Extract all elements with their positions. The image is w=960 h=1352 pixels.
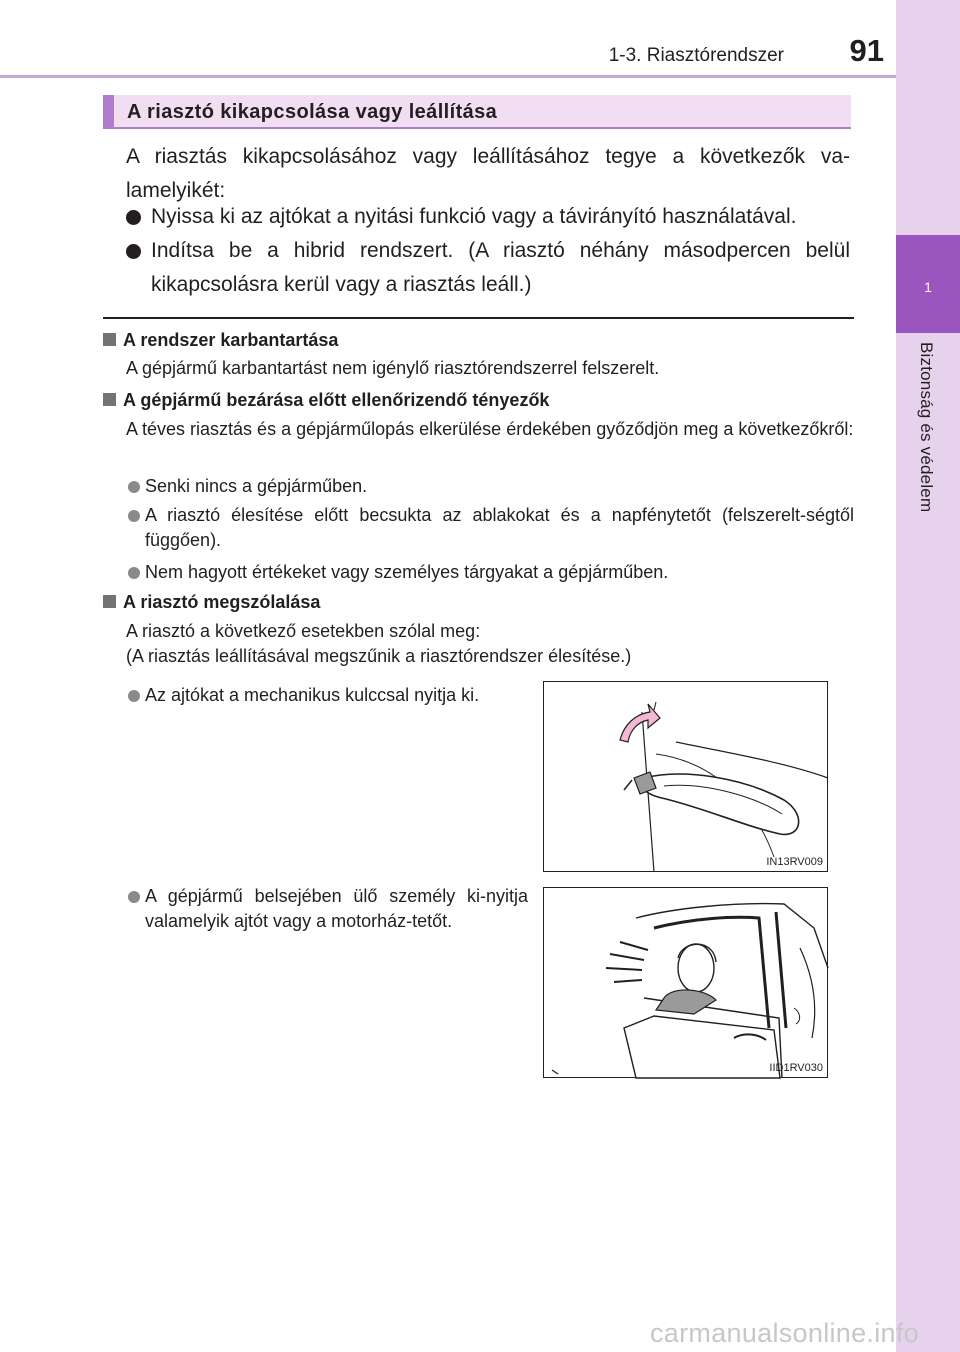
chapter-tab — [896, 235, 960, 333]
note-bullet-text: A riasztó élesítése előtt becsukta az ablakokat és a napfénytetőt (felszerelt-ségtől függően). — [145, 505, 854, 550]
watermark: carmanualsonline.info — [650, 1318, 919, 1348]
note-heading — [103, 590, 320, 615]
section-bullet-text: Indítsa be a hibrid rendszert. (A riasztó néhány másodpercen belül kikapcsolásra kerül vagy a riasztás leáll.) — [151, 239, 850, 296]
figure-code: IID1RV030 — [769, 1062, 823, 1074]
note-bullet — [126, 474, 854, 499]
header-rule — [0, 75, 896, 78]
section-header — [103, 95, 851, 129]
note-heading-text: A riasztó megszólalása — [123, 592, 321, 612]
figure-person-door — [543, 887, 828, 1078]
section-divider — [103, 317, 854, 319]
bullet-dot-icon — [126, 210, 141, 225]
figure-door-handle — [543, 681, 828, 872]
note-heading-text: A rendszer karbantartása — [123, 330, 339, 350]
side-strip — [896, 0, 960, 1352]
square-bullet-icon — [103, 595, 116, 608]
chapter-title: 1-3. Riasztórendszer — [608, 45, 784, 66]
square-bullet-icon — [103, 393, 116, 406]
section-title: A riasztó kikapcsolása vagy leállítása — [127, 101, 498, 123]
page-number: 91 — [849, 33, 884, 68]
figure-code: IN13RV009 — [766, 856, 823, 868]
bullet-dot-icon — [128, 891, 140, 903]
note-bullet-text: Az ajtókat a mechanikus kulccsal nyitja ki. — [145, 685, 480, 705]
note-bullet-text: A gépjármű belsejében ülő személy ki-nyitja valamelyik ajtót vagy a motorház-tetőt. — [145, 886, 528, 931]
note-bullet — [126, 503, 854, 553]
note-bullet — [126, 683, 528, 708]
bullet-dot-icon — [128, 690, 140, 702]
door-handle-key-icon — [544, 682, 829, 873]
bullet-dot-icon — [128, 510, 140, 522]
section-bullet — [126, 200, 850, 234]
side-section-label — [896, 336, 960, 586]
bullet-dot-icon — [126, 244, 141, 259]
section-intro: A riasztás kikapcsolásához vagy leállításához tegye a következők va-lamelyikét: — [126, 145, 850, 202]
section-bullet-text: Nyissa ki az ajtókat a nyitási funkció vagy a távirányító használatával. — [151, 205, 797, 228]
bullet-dot-icon — [128, 481, 140, 493]
note-heading-text: A gépjármű bezárása előtt ellenőrizendő tényezők — [123, 390, 550, 410]
note-text: A téves riasztás és a gépjárműlopás elkerülése érdekében győződjön meg a következőkről: — [126, 419, 854, 439]
note-heading — [103, 388, 549, 413]
chapter-number: 1 — [924, 279, 932, 295]
note-text: (A riasztás leállításával megszűnik a riasztórendszer élesítése.) — [126, 646, 632, 666]
person-opening-door-icon — [544, 888, 829, 1079]
note-bullet — [126, 560, 854, 585]
note-heading — [103, 328, 338, 353]
bullet-dot-icon — [128, 567, 140, 579]
side-section-name: Biztonság és védelem — [917, 342, 936, 513]
note-bullet — [126, 884, 528, 934]
note-text: A riasztó a következő esetekben szólal meg: — [126, 621, 481, 641]
section-bullet — [126, 234, 850, 302]
note-bullet-text: Nem hagyott értékeket vagy személyes tárgyakat a gépjárműben. — [145, 562, 669, 582]
note-text: A gépjármű karbantartást nem igénylő riasztórendszerrel felszerelt. — [126, 358, 660, 378]
square-bullet-icon — [103, 333, 116, 346]
note-bullet-text: Senki nincs a gépjárműben. — [145, 476, 368, 496]
